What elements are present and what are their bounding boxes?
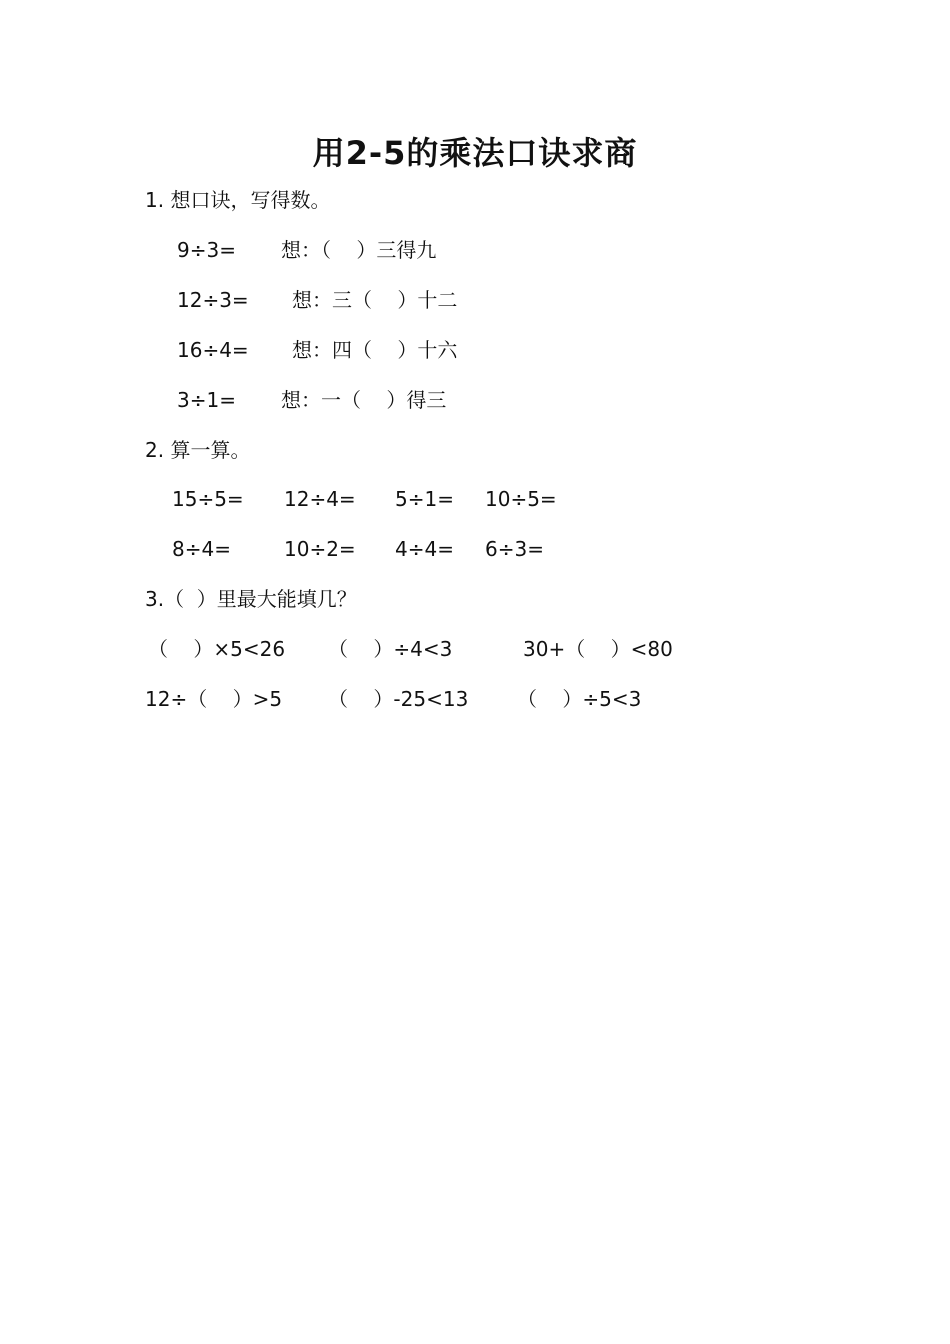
q2-item: 4÷4=	[395, 537, 454, 561]
q2-item: 6÷3=	[485, 537, 544, 561]
q1-hint-2: 想：三（ ）十二	[292, 288, 458, 312]
q1-equation-3: 16÷4=	[177, 338, 249, 362]
q2-item: 15÷5=	[172, 487, 244, 511]
q3-item: 30+（ ）<80	[523, 637, 673, 661]
question-2-heading: 2. 算一算。	[145, 438, 251, 462]
q3-item: （ ）×5<26	[148, 637, 286, 661]
q2-item: 5÷1=	[395, 487, 454, 511]
q2-item: 8÷4=	[172, 537, 231, 561]
question-3-heading: 3.（ ）里最大能填几？	[145, 587, 357, 611]
q2-item: 12÷4=	[284, 487, 356, 511]
q1-hint-3: 想：四（ ）十六	[292, 338, 458, 362]
question-1-heading: 1. 想口诀，写得数。	[145, 188, 331, 212]
q1-hint-1: 想：（ ）三得九	[281, 238, 437, 262]
q1-equation-4: 3÷1=	[177, 388, 236, 412]
q2-item: 10÷5=	[485, 487, 557, 511]
q3-item: （ ）÷4<3	[328, 637, 453, 661]
q3-item: （ ）-25<13	[328, 687, 469, 711]
q3-item: 12÷（ ）>5	[145, 687, 283, 711]
q2-item: 10÷2=	[284, 537, 356, 561]
q1-hint-4: 想：一（ ）得三	[281, 388, 447, 412]
q1-equation-2: 12÷3=	[177, 288, 249, 312]
page-title: 用2-5的乘法口诀求商	[312, 134, 638, 172]
q3-item: （ ）÷5<3	[517, 687, 642, 711]
q1-equation-1: 9÷3=	[177, 238, 236, 262]
